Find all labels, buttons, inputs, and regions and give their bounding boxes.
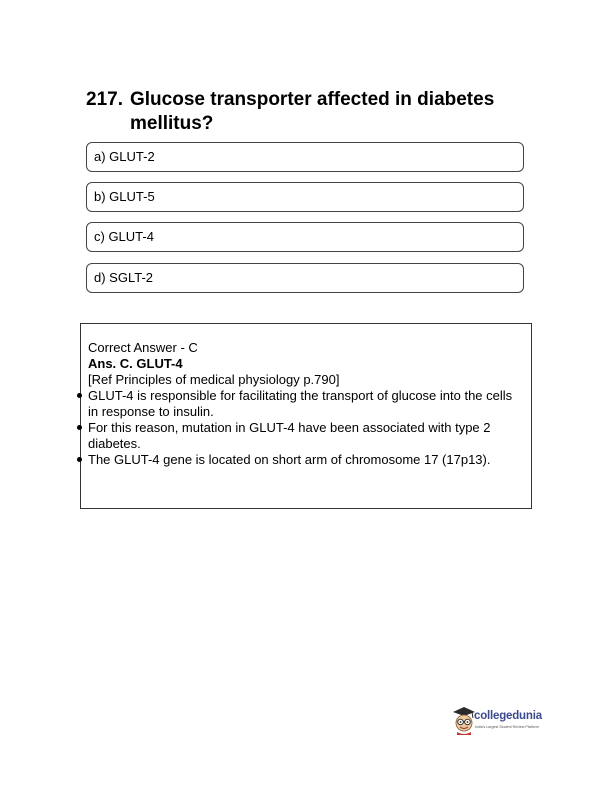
question-number: 217. [86,89,123,110]
explanation-bullet [88,452,525,468]
explanation-bullet [88,388,525,420]
explanation-bullet [88,420,525,452]
answer-heading: Ans. C. GLUT-4 [88,356,183,371]
option-a[interactable]: a) GLUT-2 [86,142,524,172]
bullet-dot-icon [77,425,82,430]
option-d[interactable]: d) SGLT-2 [86,263,524,293]
question-text: Glucose transporter affected in diabetes mellitus? [130,89,495,134]
bullet-text: GLUT-4 is responsible for facilitating the transport of glucose into the cells in response to insulin. [88,388,513,419]
option-c[interactable]: c) GLUT-4 [86,222,524,252]
option-b[interactable]: b) GLUT-5 [86,182,524,212]
bullet-dot-icon [77,393,82,398]
logo-tagline: India's Largest Student Review Platform [475,725,539,729]
reference-line: [Ref Principles of medical physiology p.790] [88,372,340,387]
question-title [86,88,546,136]
explanation-list [88,388,525,468]
answer-explanation-box [80,323,532,509]
bullet-text: For this reason, mutation in GLUT-4 have been associated with type 2 diabetes. [88,420,491,451]
correct-answer-line: Correct Answer - C [88,340,198,355]
bullet-text: The GLUT-4 gene is located on short arm of chromosome 17 (17p13). [88,452,491,467]
logo-name: collegedunia [474,710,542,722]
collegedunia-logo [451,705,551,737]
bullet-dot-icon [77,457,82,462]
